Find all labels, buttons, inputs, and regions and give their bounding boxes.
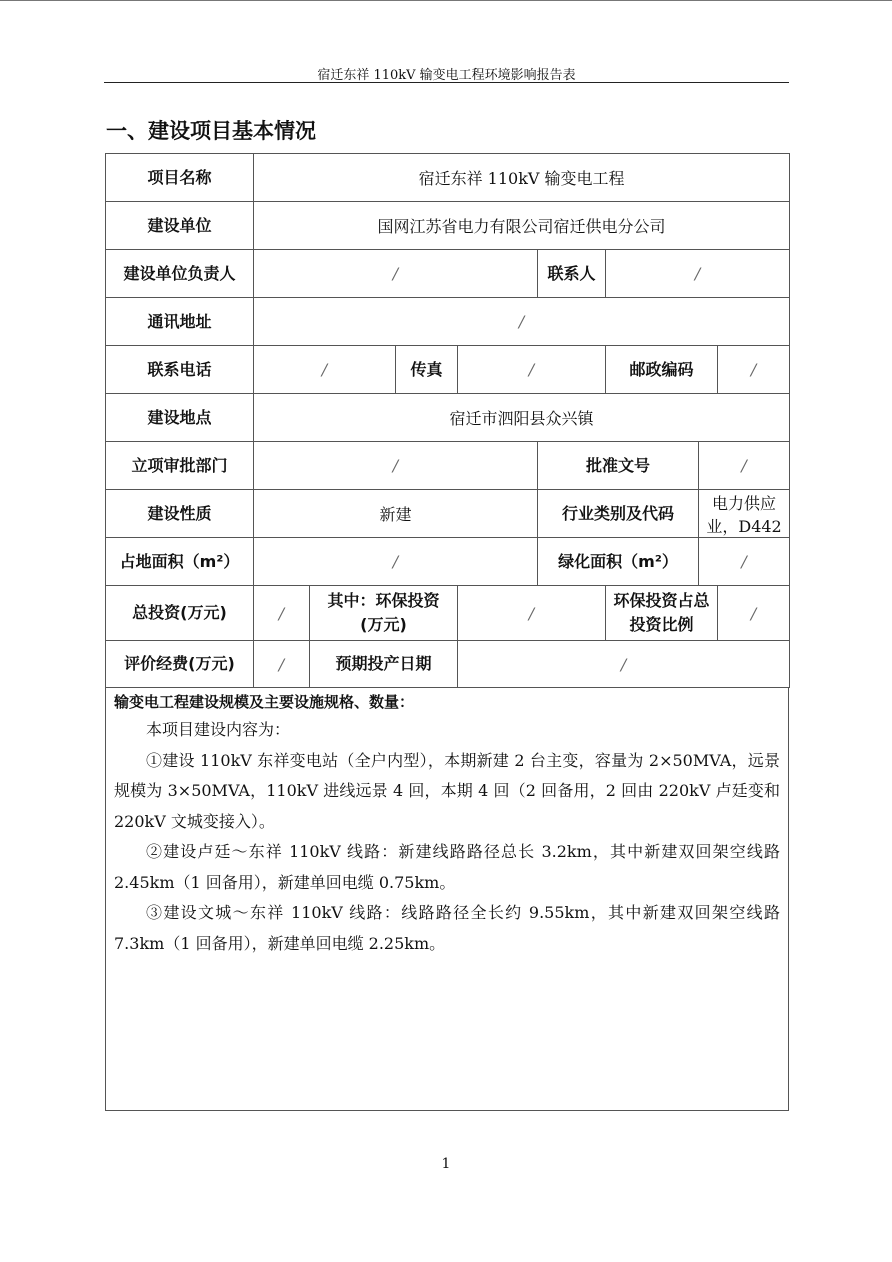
- address-value: /: [254, 298, 790, 346]
- phone-label: 联系电话: [106, 346, 254, 394]
- env-invest-label: 其中：环保投资(万元): [310, 586, 458, 641]
- header-rule: [104, 82, 789, 83]
- env-ratio-label: 环保投资占总投资比例: [606, 586, 718, 641]
- unit-label: 建设单位: [106, 202, 254, 250]
- nature-value: 新建: [254, 490, 538, 538]
- postcode-label: 邮政编码: [606, 346, 718, 394]
- project-name-label: 项目名称: [106, 154, 254, 202]
- phone-value: /: [254, 346, 396, 394]
- industry-label: 行业类别及代码: [538, 490, 699, 538]
- nature-label: 建设性质: [106, 490, 254, 538]
- green-area-label: 绿化面积（m²）: [538, 538, 699, 586]
- page-number: 1: [441, 1156, 451, 1172]
- page-header-title: 宿迁东祥 110kV 输变电工程环境影响报告表: [317, 68, 576, 83]
- eval-fee-label: 评价经费(万元): [106, 641, 254, 688]
- row-area: [106, 538, 790, 586]
- top-border: [0, 0, 892, 1]
- project-name-value: 宿迁东祥 110kV 输变电工程: [254, 154, 790, 202]
- description-item-2: ②建设卢廷～东祥 110kV 线路：新建线路路径总长 3.2km，其中新建双回架空线路 2.45km（1 回备用），新建单回电缆 0.75km。: [114, 842, 780, 892]
- total-invest-value: /: [254, 586, 310, 641]
- construction-scale-section: [105, 687, 789, 1111]
- row-approval: [106, 442, 790, 490]
- postcode-value: /: [718, 346, 790, 394]
- green-area-value: /: [699, 538, 790, 586]
- row-address: [106, 298, 790, 346]
- fax-value: /: [458, 346, 606, 394]
- description-heading: 输变电工程建设规模及主要设施规格、数量：: [114, 693, 415, 711]
- description-item-1: ①建设 110kV 东祥变电站（全户内型），本期新建 2 台主变，容量为 2×50MVA，远景规模为 3×50MVA，110kV 进线远景 4 回，本期 4 回（2 回备用，2 回由 220kV 卢廷变和 220kV 文城变接入）。: [114, 750, 780, 831]
- total-invest-label: 总投资(万元): [106, 586, 254, 641]
- row-project-name: [106, 154, 790, 202]
- row-phone: [106, 346, 790, 394]
- description-item-3: ③建设文城～东祥 110kV 线路：线路路径全长约 9.55km，其中新建双回架空线路 7.3km（1 回备用），新建单回电缆 2.25km。: [114, 903, 780, 953]
- operation-date-label: 预期投产日期: [310, 641, 458, 688]
- env-ratio-value: /: [718, 586, 790, 641]
- unit-value: 国网江苏省电力有限公司宿迁供电分公司: [254, 202, 790, 250]
- approval-dept-label: 立项审批部门: [106, 442, 254, 490]
- row-unit: [106, 202, 790, 250]
- area-label: 占地面积（m²）: [106, 538, 254, 586]
- contact-value: /: [606, 250, 790, 298]
- row-nature: [106, 490, 790, 538]
- row-investment: [106, 586, 790, 641]
- row-eval-fee: [106, 641, 790, 688]
- industry-value: 电力供应业，D442: [699, 490, 790, 538]
- row-leader: [106, 250, 790, 298]
- description-intro: 本项目建设内容为：: [146, 720, 291, 739]
- location-label: 建设地点: [106, 394, 254, 442]
- leader-label: 建设单位负责人: [106, 250, 254, 298]
- address-label: 通讯地址: [106, 298, 254, 346]
- area-value: /: [254, 538, 538, 586]
- approval-doc-label: 批准文号: [538, 442, 699, 490]
- approval-doc-value: /: [699, 442, 790, 490]
- leader-value: /: [254, 250, 538, 298]
- operation-date-value: /: [458, 641, 790, 688]
- env-invest-value: /: [458, 586, 606, 641]
- project-info-table: [105, 153, 790, 688]
- fax-label: 传真: [396, 346, 458, 394]
- row-location: [106, 394, 790, 442]
- approval-dept-value: /: [254, 442, 538, 490]
- contact-label: 联系人: [538, 250, 606, 298]
- eval-fee-value: /: [254, 641, 310, 688]
- location-value: 宿迁市泗阳县众兴镇: [254, 394, 790, 442]
- section-title: 一、建设项目基本情况: [106, 119, 316, 143]
